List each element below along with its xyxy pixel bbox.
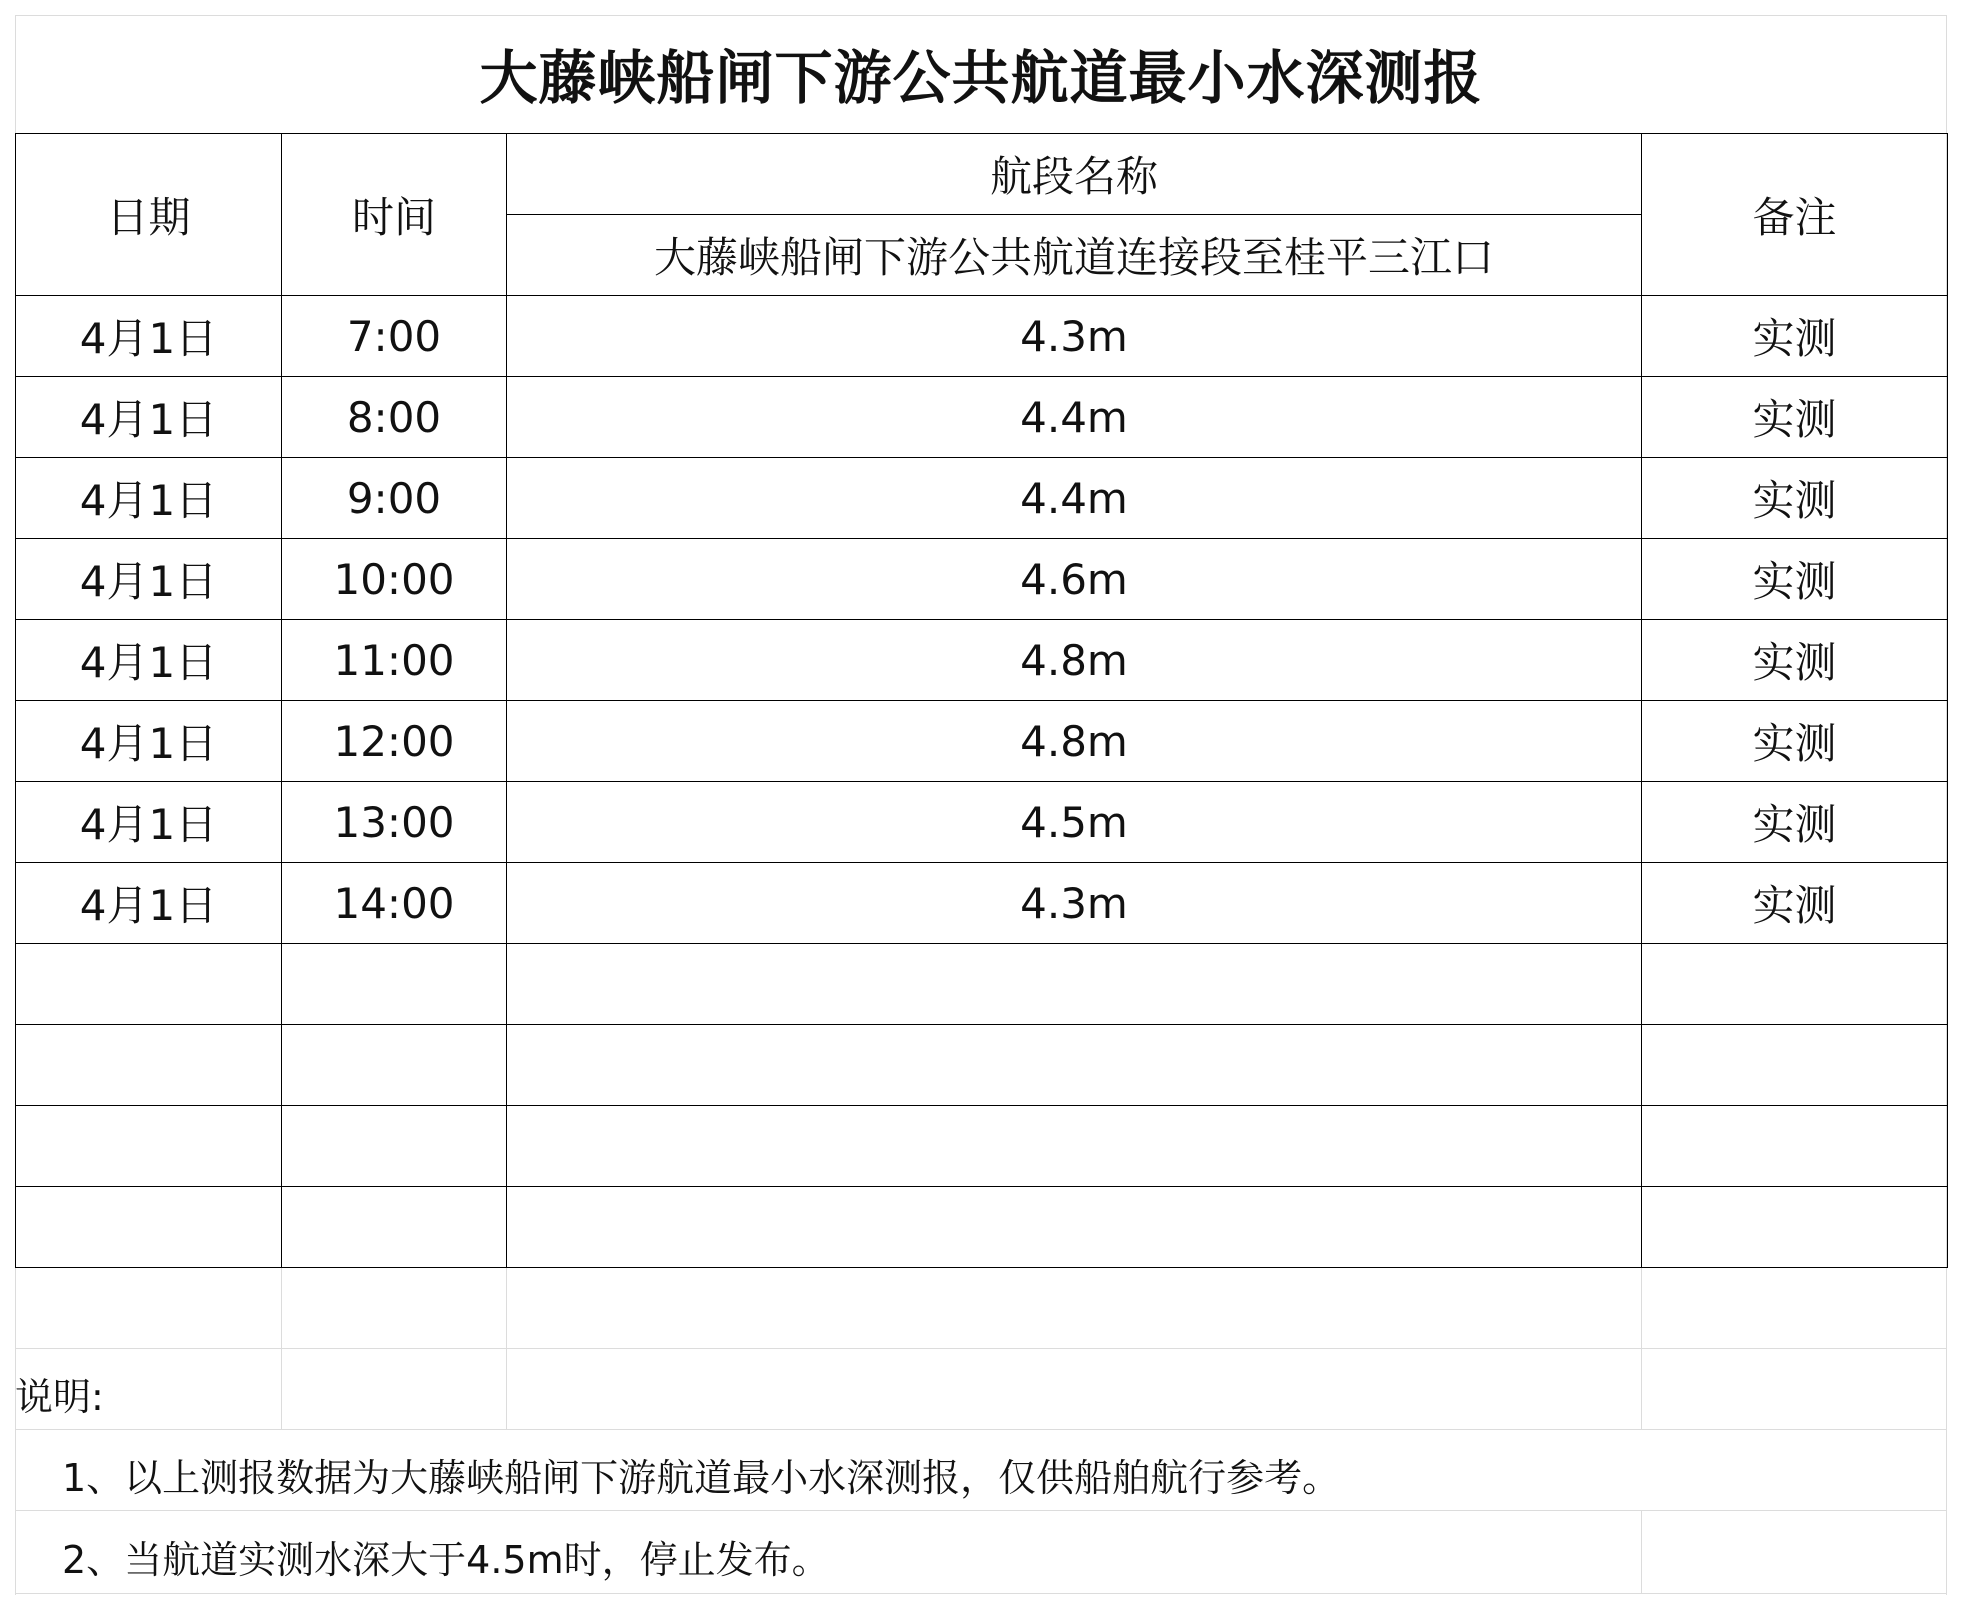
empty-cell bbox=[1642, 944, 1948, 1025]
header-date: 日期 bbox=[16, 134, 282, 296]
depth-cell: 4.3m bbox=[507, 863, 1642, 944]
empty-cell bbox=[1642, 1106, 1948, 1187]
table-row bbox=[16, 782, 1948, 863]
date-cell: 4月1日 bbox=[16, 377, 282, 458]
note-item: 2、当航道实测水深大于4.5m时，停止发布。 bbox=[62, 1538, 830, 1582]
table-row bbox=[16, 458, 1948, 539]
empty-row bbox=[16, 1187, 1948, 1268]
date-cell: 4月1日 bbox=[16, 458, 282, 539]
date-cell: 4月1日 bbox=[16, 539, 282, 620]
empty-cell bbox=[507, 1187, 1642, 1268]
depth-cell: 4.4m bbox=[507, 377, 1642, 458]
table-row bbox=[16, 863, 1948, 944]
depth-report-table bbox=[15, 133, 1948, 1268]
table-row bbox=[16, 539, 1948, 620]
date-cell: 4月1日 bbox=[16, 620, 282, 701]
depth-cell: 4.8m bbox=[507, 701, 1642, 782]
remark-cell: 实测 bbox=[1642, 863, 1948, 944]
notes-heading: 说明: bbox=[15, 1375, 104, 1419]
empty-cell bbox=[1642, 1025, 1948, 1106]
date-cell: 4月1日 bbox=[16, 296, 282, 377]
note-item: 1、以上测报数据为大藤峡船闸下游航道最小水深测报，仅供船舶航行参考。 bbox=[62, 1456, 1341, 1500]
remark-cell: 实测 bbox=[1642, 458, 1948, 539]
empty-cell bbox=[282, 944, 507, 1025]
time-cell: 10:00 bbox=[282, 539, 507, 620]
empty-cell bbox=[16, 1106, 282, 1187]
empty-cell bbox=[507, 944, 1642, 1025]
header-row bbox=[16, 134, 1948, 215]
time-cell: 12:00 bbox=[282, 701, 507, 782]
time-cell: 11:00 bbox=[282, 620, 507, 701]
empty-row bbox=[16, 1025, 1948, 1106]
empty-cell bbox=[282, 1106, 507, 1187]
table-row bbox=[16, 620, 1948, 701]
empty-cell bbox=[1642, 1187, 1948, 1268]
date-cell: 4月1日 bbox=[16, 782, 282, 863]
gridline bbox=[15, 1593, 1947, 1594]
empty-cell bbox=[507, 1025, 1642, 1106]
depth-cell: 4.8m bbox=[507, 620, 1642, 701]
empty-cell bbox=[282, 1025, 507, 1106]
gridline bbox=[15, 1348, 1947, 1349]
empty-cell bbox=[16, 1187, 282, 1268]
depth-cell: 4.3m bbox=[507, 296, 1642, 377]
gridline bbox=[1641, 1510, 1642, 1594]
header-remark: 备注 bbox=[1642, 134, 1948, 296]
remark-cell: 实测 bbox=[1642, 296, 1948, 377]
header-time: 时间 bbox=[282, 134, 507, 296]
date-cell: 4月1日 bbox=[16, 863, 282, 944]
time-cell: 7:00 bbox=[282, 296, 507, 377]
gridline bbox=[506, 1268, 507, 1430]
remark-cell: 实测 bbox=[1642, 620, 1948, 701]
time-cell: 14:00 bbox=[282, 863, 507, 944]
gridline bbox=[1641, 1268, 1642, 1430]
time-cell: 13:00 bbox=[282, 782, 507, 863]
remark-cell: 实测 bbox=[1642, 701, 1948, 782]
gridline bbox=[15, 1429, 1947, 1430]
remark-cell: 实测 bbox=[1642, 377, 1948, 458]
remark-cell: 实测 bbox=[1642, 782, 1948, 863]
time-cell: 9:00 bbox=[282, 458, 507, 539]
empty-cell bbox=[507, 1106, 1642, 1187]
time-cell: 8:00 bbox=[282, 377, 507, 458]
empty-row bbox=[16, 1106, 1948, 1187]
empty-cell bbox=[282, 1187, 507, 1268]
depth-cell: 4.6m bbox=[507, 539, 1642, 620]
empty-cell bbox=[16, 1025, 282, 1106]
depth-cell: 4.4m bbox=[507, 458, 1642, 539]
depth-cell: 4.5m bbox=[507, 782, 1642, 863]
remark-cell: 实测 bbox=[1642, 539, 1948, 620]
table-row bbox=[16, 377, 1948, 458]
table-row bbox=[16, 701, 1948, 782]
empty-row bbox=[16, 944, 1948, 1025]
page-title: 大藤峡船闸下游公共航道最小水深测报 bbox=[479, 43, 1483, 112]
header-segment-name: 大藤峡船闸下游公共航道连接段至桂平三江口 bbox=[507, 215, 1642, 296]
date-cell: 4月1日 bbox=[16, 701, 282, 782]
header-segment-group: 航段名称 bbox=[507, 134, 1642, 215]
gridline bbox=[15, 1510, 1947, 1511]
gridline bbox=[281, 1268, 282, 1430]
table-row bbox=[16, 296, 1948, 377]
empty-cell bbox=[16, 944, 282, 1025]
